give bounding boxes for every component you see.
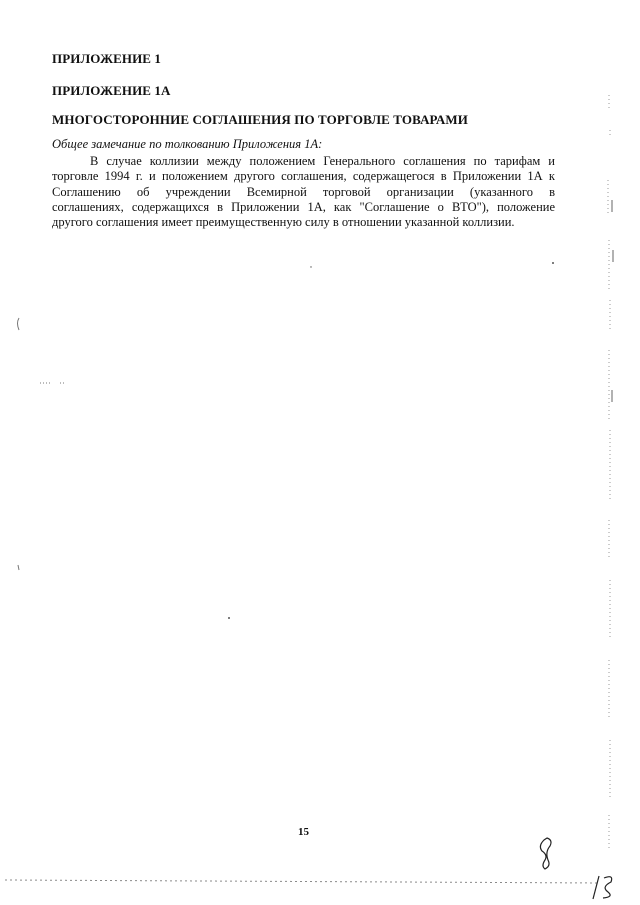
annex-1a-heading: ПРИЛОЖЕНИЕ 1А — [52, 83, 171, 98]
scan-dots — [228, 262, 554, 619]
left-margin-marks — [18, 318, 67, 570]
paragraph-line: другого соглашения имеет преимущественную силу в отношении указанной коллизии. — [52, 215, 515, 230]
paragraph-line: В случае коллизии между положением Генерального соглашения по тарифам и — [90, 154, 555, 168]
paragraph-line: торговле 1994 г. и положением другого соглашения, содержащегося в Приложении 1А к — [52, 169, 555, 184]
body-paragraph — [52, 154, 555, 230]
handwritten-marks — [540, 838, 611, 899]
note-title: Общее замечание по толкованию Приложения 1А: — [52, 137, 323, 151]
paragraph-line: Соглашению об учреждении Всемирной торговой организации (указанного в — [52, 184, 555, 199]
right-edge-shadow — [608, 95, 613, 850]
section-title: МНОГОСТОРОННИЕ СОГЛАШЕНИЯ ПО ТОРГОВЛЕ ТОВАРАМИ — [52, 112, 469, 127]
annex-1-heading: ПРИЛОЖЕНИЕ 1 — [52, 51, 162, 66]
paragraph-line: соглашениях, содержащихся в Приложении 1А, как "Соглашение о ВТО"), положение — [52, 199, 555, 214]
page-number: 15 — [298, 826, 309, 838]
bottom-edge-shadow — [5, 880, 600, 883]
